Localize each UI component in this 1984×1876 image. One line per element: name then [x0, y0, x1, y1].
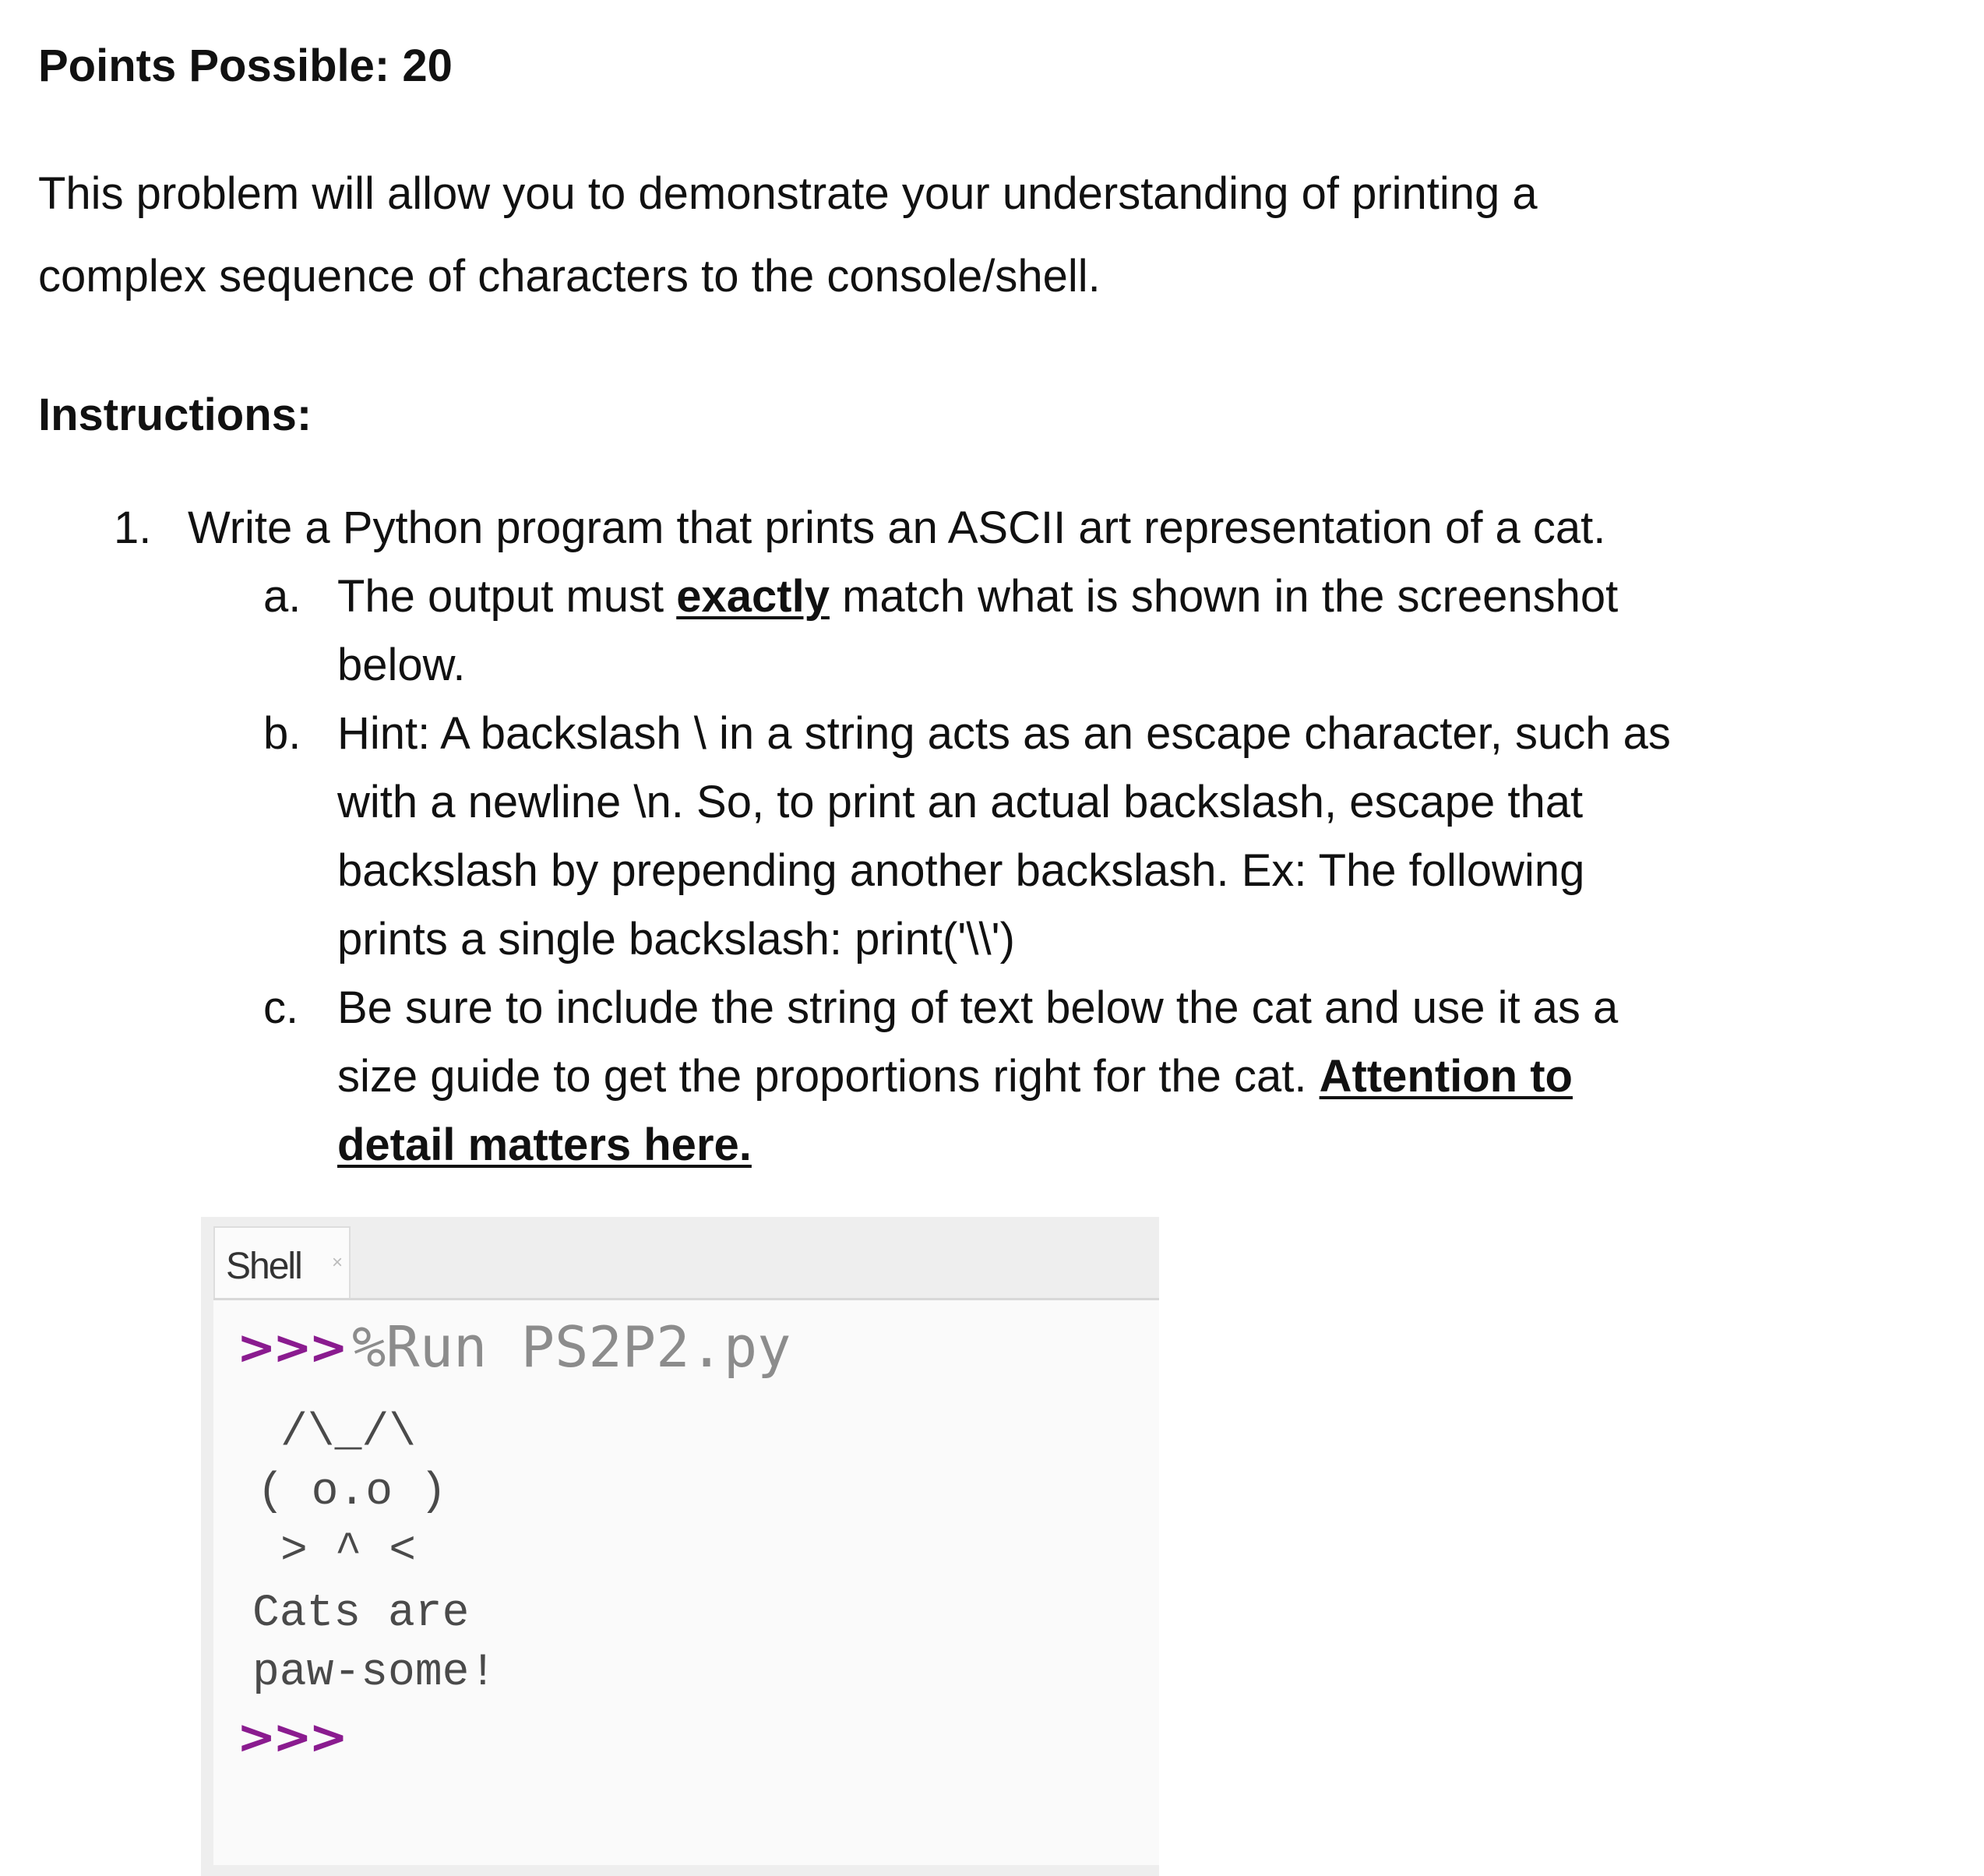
cat-face: ( o.o ) — [257, 1467, 447, 1518]
output-message-line-2: paw-some! — [252, 1648, 497, 1698]
close-icon[interactable]: × — [332, 1252, 344, 1273]
step-number: 1. — [114, 503, 152, 553]
intro-line-2: complex sequence of characters to the console/shell. — [38, 251, 1101, 302]
intro-paragraph — [38, 153, 1830, 318]
sub-b-line-4: prints a single backslash: print('\\') — [337, 914, 1015, 964]
sub-c-text-before: size guide to get the proportions right for the cat. — [337, 1051, 1320, 1102]
shell-prompt-end: >>> — [237, 1710, 345, 1765]
instructions-heading: Instructions: — [38, 390, 312, 440]
step-text: Write a Python program that prints an ASCII art representation of a cat. — [188, 503, 1606, 553]
sub-letter: b. — [263, 708, 301, 759]
run-command: %Run PS2P2.py — [352, 1314, 791, 1380]
sub-c-line-3 — [337, 1111, 1817, 1180]
sub-a-line-2: below. — [337, 640, 466, 690]
points-possible: Points Possible: 20 — [38, 41, 453, 91]
intro-line-1: This problem will allow you to demonstrate your understanding of printing a — [38, 168, 1538, 219]
shell-screenshot — [201, 1217, 1159, 1876]
shell-prompt: >>> — [237, 1321, 345, 1375]
sub-b-line-2: with a newline \n. So, to print an actual backslash, escape that — [337, 777, 1584, 827]
sub-body — [337, 700, 1817, 974]
emphasis-attention: Attention to — [1319, 1051, 1573, 1102]
emphasis-exactly: exactly — [676, 571, 830, 622]
sub-c-line-2 — [337, 1042, 1817, 1111]
shell-tab-label: Shell — [226, 1246, 301, 1287]
cat-whiskers: > ^ < — [280, 1526, 417, 1577]
shell-tab[interactable] — [213, 1226, 351, 1298]
sub-b-line-1: Hint: A backslash \ in a string acts as an escape character, such as — [337, 708, 1671, 759]
sub-b-line-3: backslash by prepending another backslash. Ex: The following — [337, 845, 1585, 896]
sub-letter: a. — [263, 571, 301, 622]
sub-c-line-1: Be sure to include the string of text below the cat and use it as a — [337, 982, 1619, 1033]
sub-a-line-1 — [337, 562, 1817, 631]
sub-letter: c. — [263, 982, 299, 1033]
cat-ears: /\_/\ — [280, 1408, 417, 1458]
emphasis-detail: detail matters here. — [337, 1120, 752, 1170]
shell-console[interactable] — [213, 1300, 1159, 1865]
sub-a-text-before: The output must — [337, 571, 677, 622]
sub-a-text-after: match what is shown in the screenshot — [829, 571, 1619, 622]
sub-body — [337, 562, 1817, 700]
output-message-line-1: Cats are — [252, 1589, 470, 1639]
sub-body — [337, 974, 1817, 1180]
